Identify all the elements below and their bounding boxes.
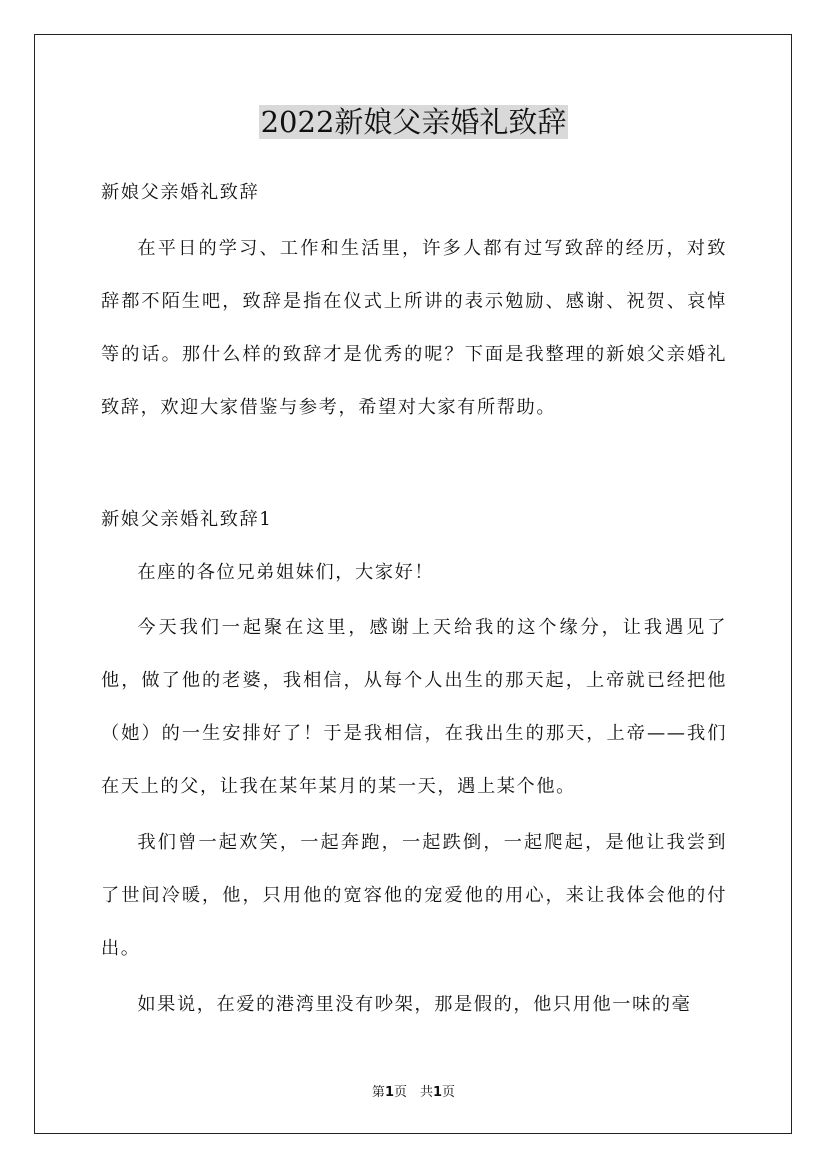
- document-subtitle: 新娘父亲婚礼致辞: [101, 182, 260, 203]
- footer-total-suffix: 页: [442, 1085, 456, 1100]
- body-paragraph-4: 如果说，在爱的港湾里没有吵架，那是假的，他只用他一味的毫: [137, 994, 692, 1015]
- page-footer: [0, 1084, 827, 1102]
- footer-total-pages: 1: [433, 1085, 443, 1100]
- body-paragraph-2: 今天我们一起聚在这里，感谢上天给我的这个缘分，让我遇见了他，做了他的老婆，我相信，从每个人出生的那天起，上帝就已经把他（她）的一生安排好了！于是我相信，在我出生的那天，上帝——我们在天上的父，让我在某年某月的某一天，遇上某个他。: [101, 617, 727, 797]
- footer-page-suffix: 页 共: [393, 1085, 433, 1100]
- body-paragraph-1: 在座的各位兄弟姐妹们，大家好！: [137, 562, 435, 583]
- document-title-text: 2022新娘父亲婚礼致辞: [260, 105, 567, 139]
- intro-paragraph: 在平日的学习、工作和生活里，许多人都有过写致辞的经历，对致辞都不陌生吧，致辞是指在仪式上所讲的表示勉励、感谢、祝贺、哀悼等的话。那什么样的致辞才是优秀的呢？下面是我整理的新娘父亲婚礼致辞，欢迎大家借鉴与参考，希望对大家有所帮助。: [101, 238, 727, 418]
- document-title: [0, 100, 827, 144]
- body-paragraph-3: 我们曾一起欢笑，一起奔跑，一起跌倒，一起爬起，是他让我尝到了世间冷暖，他，只用他的宽容他的宠爱他的用心，来让我体会他的付出。: [101, 832, 727, 959]
- section-heading: 新娘父亲婚礼致辞1: [101, 509, 273, 530]
- footer-page-number: 1: [384, 1085, 394, 1100]
- footer-page-prefix: 第: [371, 1085, 385, 1100]
